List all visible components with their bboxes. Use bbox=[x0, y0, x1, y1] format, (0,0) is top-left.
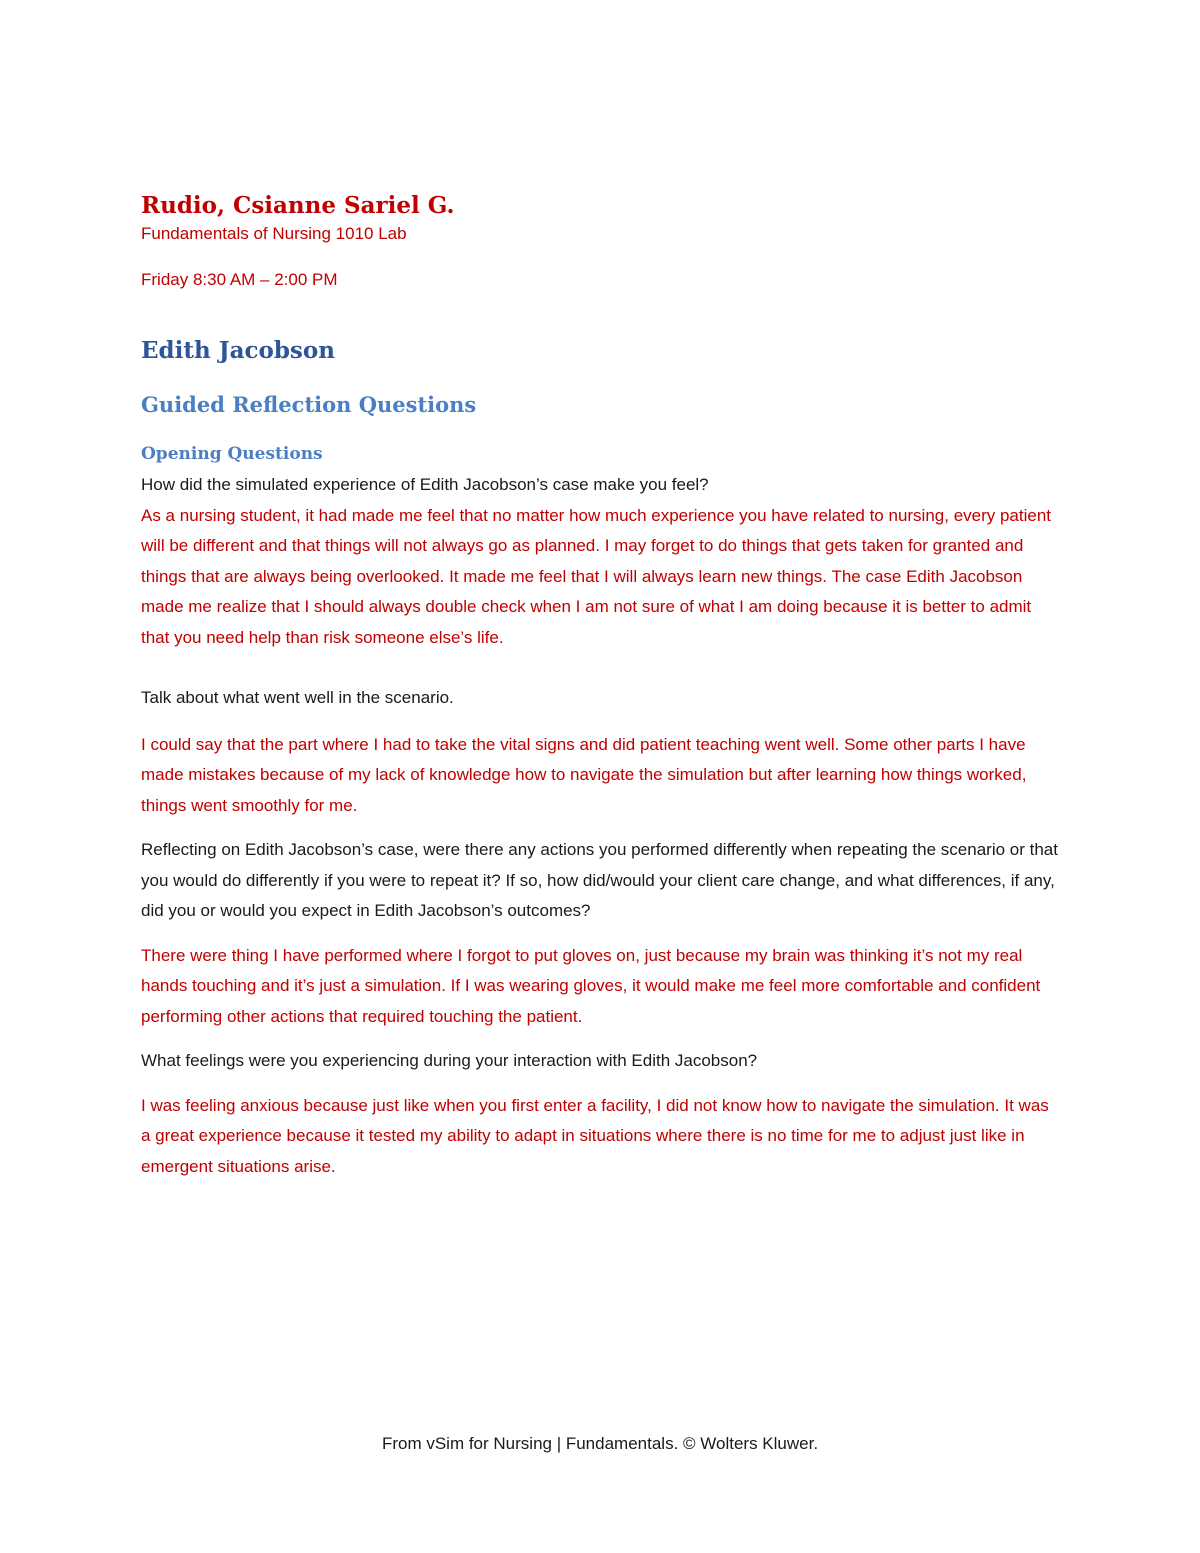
answer-2: I could say that the part where I had to take the vital signs and did patient teaching went well. Some other parts I have made mistakes because of my lack of knowledge how to navigate the simulation but after learning how things worked, things went smoothly for me. bbox=[141, 734, 1027, 815]
author-name: Rudio, Csianne Sariel G. bbox=[141, 192, 455, 219]
answer-4: I was feeling anxious because just like when you first enter a facility, I did not know how to navigate the simulation. It was a great experience because it tested my ability to adapt in situations where there is no time for me to adjust just like in emergent situations arise. bbox=[141, 1095, 1049, 1176]
class-schedule: Friday 8:30 AM – 2:00 PM bbox=[141, 270, 338, 289]
question-4: What feelings were you experiencing during your interaction with Edith Jacobson? bbox=[141, 1051, 758, 1070]
course-name: Fundamentals of Nursing 1010 Lab bbox=[141, 224, 407, 243]
document-page bbox=[141, 190, 1061, 1182]
question-3: Reflecting on Edith Jacobson’s case, were there any actions you performed differently when repeating the scenario or that you would do differently if you were to repeat it? If so, how did/would your client care change, and what differences, if any, did you or would you expect in Edith Jacobson’s outcomes? bbox=[141, 840, 1058, 920]
question-1: How did the simulated experience of Edith Jacobson’s case make you feel? bbox=[141, 475, 709, 494]
section-title: Guided Reflection Questions bbox=[141, 392, 477, 417]
subsection-title: Opening Questions bbox=[141, 444, 323, 464]
case-title: Edith Jacobson bbox=[141, 337, 335, 364]
question-2: Talk about what went well in the scenario. bbox=[141, 688, 454, 707]
page-footer: From vSim for Nursing | Fundamentals. © Wolters Kluwer. bbox=[381, 1434, 819, 1453]
answer-1: As a nursing student, it had made me feel that no matter how much experience you have related to nursing, every patient will be different and that things will not always go as planned. I may forget to do things that gets taken for granted and things that are always being overlooked. It made me feel that I will always learn new things. The case Edith Jacobson made me realize that I should always double check when I am not sure of what I am doing because it is better to admit that you need help than risk someone else’s life. bbox=[141, 505, 1052, 647]
answer-3: There were thing I have performed where I forgot to put gloves on, just because my brain was thinking it’s not my real hands touching and it’s just a simulation. If I was wearing gloves, it would make me feel more comfortable and confident performing other actions that required touching the patient. bbox=[141, 945, 1041, 1026]
